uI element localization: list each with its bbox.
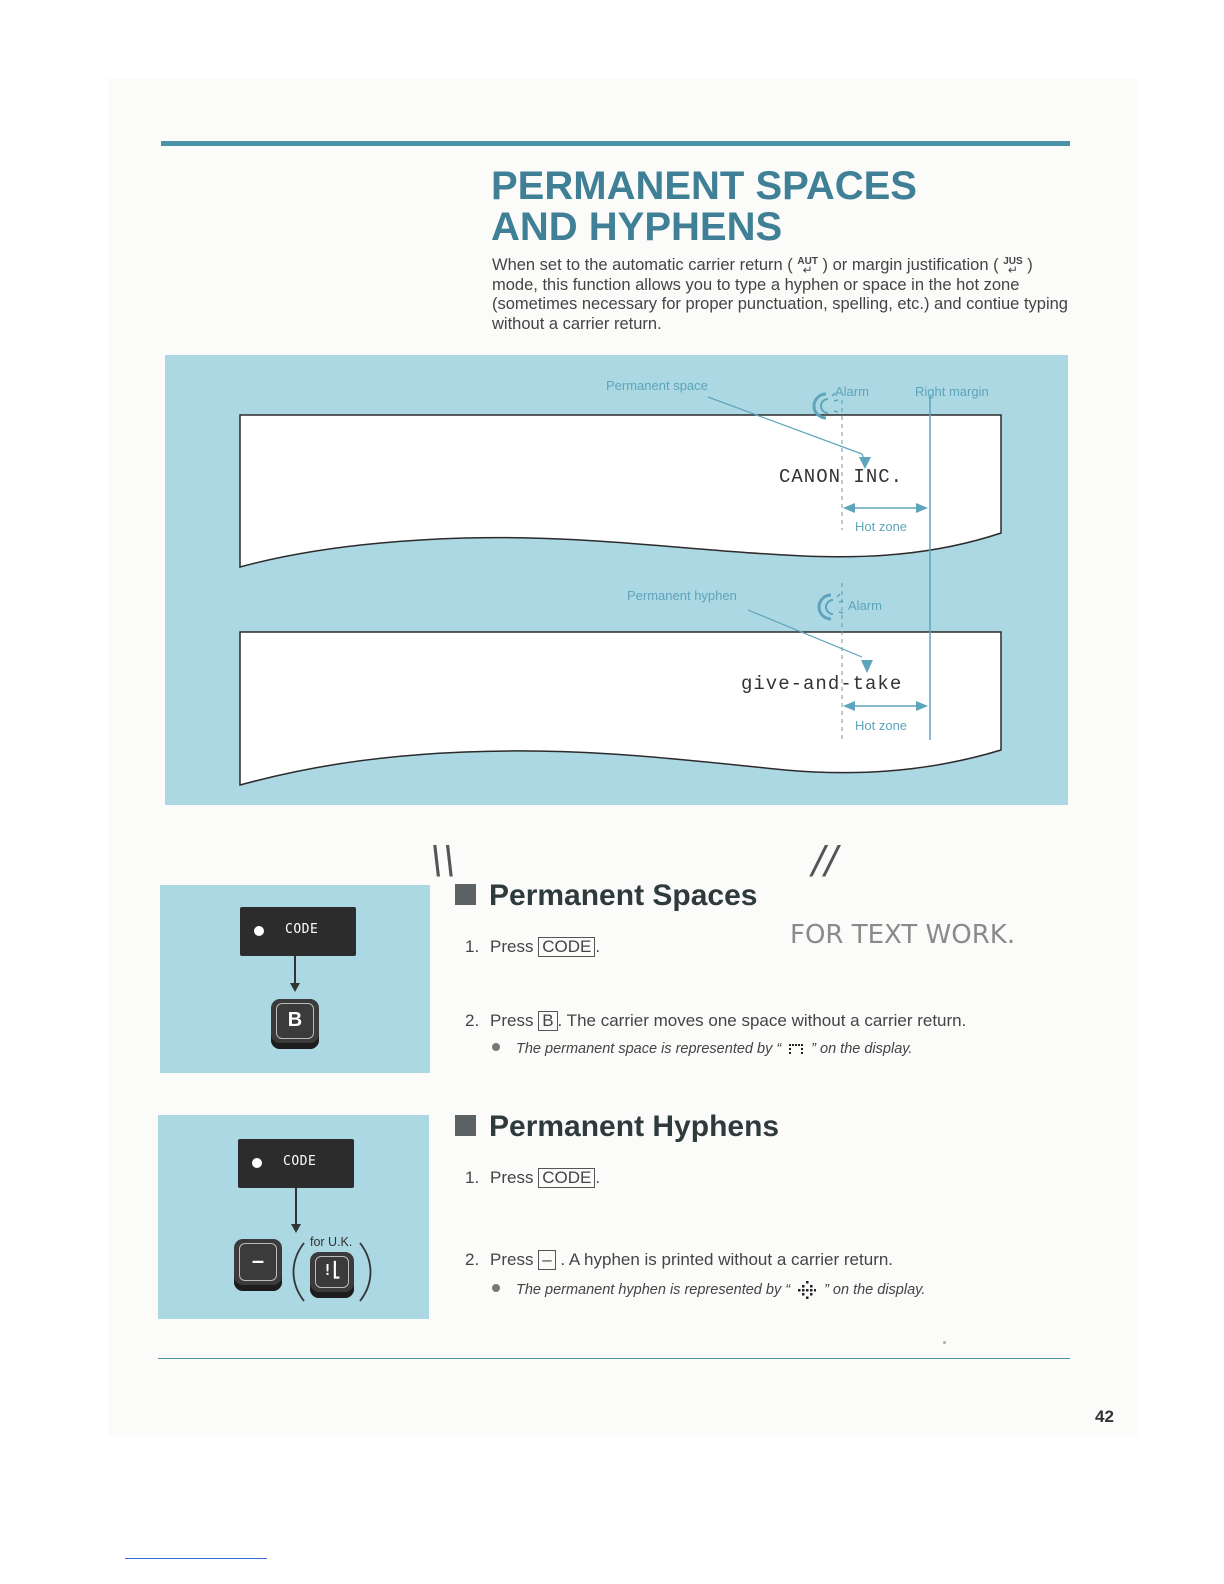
illustration-drawing xyxy=(165,355,1068,805)
paper-speck xyxy=(943,1341,946,1344)
spaces-key-panel xyxy=(160,885,430,1073)
blue-underline xyxy=(125,1558,267,1559)
aut-key-icon: AUT ↵ xyxy=(797,255,818,277)
spaces-step-2: 2. Press B . The carrier moves one space without a carrier return. xyxy=(465,1011,967,1030)
page-title: PERMANENT SPACES AND HYPHENS xyxy=(491,164,917,249)
arrow-shaft-2 xyxy=(295,1188,297,1225)
alarm-icon-bottom xyxy=(819,594,843,619)
right-margin-label: Right margin xyxy=(915,384,989,399)
permanent-space-label: Permanent space xyxy=(606,378,708,393)
arrow-down-icon xyxy=(290,983,300,992)
spaces-note: The permanent space is represented by “ ” on the display. xyxy=(492,1041,912,1057)
heading-square-icon xyxy=(455,884,476,905)
code-key-icon-2: CODE xyxy=(238,1139,354,1188)
handwritten-note: FOR TEXT WORK. xyxy=(790,920,1016,950)
permanent-hyphen-glyph-icon xyxy=(798,1281,816,1299)
alarm-label-bottom: Alarm xyxy=(848,598,882,613)
heading-permanent-spaces: Permanent Spaces xyxy=(455,879,757,913)
hyphen-key-icon: – xyxy=(234,1239,282,1291)
hot-zone-label-top: Hot zone xyxy=(855,519,908,534)
hyphens-note: The permanent hyphen is represented by “ ” on the display. xyxy=(492,1281,925,1299)
top-rule xyxy=(161,141,1070,146)
hyphens-key-panel xyxy=(158,1115,429,1319)
handwritten-mark-left: \\ xyxy=(430,838,456,882)
intro-paragraph: When set to the automatic carrier return ( AUT ↵ ) or margin justification ( JUS ↵ ) mode, this function allows you to type a hyphen or space in the hot zone (sometimes necessary for proper punctuation, spelling, etc.) and contiue typing without a carrier return. xyxy=(492,255,1068,333)
sample-text-canon: CANON INC. xyxy=(779,466,904,488)
arrow-down-icon-2 xyxy=(291,1224,301,1233)
heading-permanent-hyphens: Permanent Hyphens xyxy=(455,1110,779,1144)
uk-hyphen-key-icon: !⎣ xyxy=(310,1252,354,1298)
page-number: 42 xyxy=(1095,1407,1114,1426)
hyphens-step-1: 1. Press CODE . xyxy=(465,1168,601,1187)
b-key-icon: B xyxy=(271,999,319,1049)
spaces-step-1: 1. Press CODE . xyxy=(465,937,601,956)
alarm-label-top: Alarm xyxy=(835,384,869,399)
permanent-space-glyph-icon xyxy=(789,1044,803,1054)
heading-square-icon-2 xyxy=(455,1115,476,1136)
handwritten-mark-right: // xyxy=(812,838,838,882)
bottom-rule xyxy=(158,1358,1070,1359)
hyphens-step-2: 2. Press – . A hyphen is printed without a carrier return. xyxy=(465,1250,894,1269)
code-key-box: CODE xyxy=(538,937,595,957)
b-key-box: B xyxy=(538,1011,557,1031)
arrow-shaft xyxy=(294,956,296,984)
hot-zone-label-bottom: Hot zone xyxy=(855,718,908,733)
sample-text-give-and-take: give-and-take xyxy=(741,673,903,695)
jus-key-icon: JUS ↵ xyxy=(1003,255,1023,277)
for-uk-label: for U.K. xyxy=(310,1235,353,1249)
hot-zone-illustration xyxy=(165,355,1068,805)
bottom-paper-sheet xyxy=(240,632,1001,785)
code-key-icon: CODE xyxy=(240,907,356,956)
top-paper-sheet xyxy=(240,415,1001,567)
permanent-hyphen-label: Permanent hyphen xyxy=(627,588,737,603)
code-key-box-2: CODE xyxy=(538,1168,595,1188)
hyphen-key-box: – xyxy=(538,1250,555,1270)
